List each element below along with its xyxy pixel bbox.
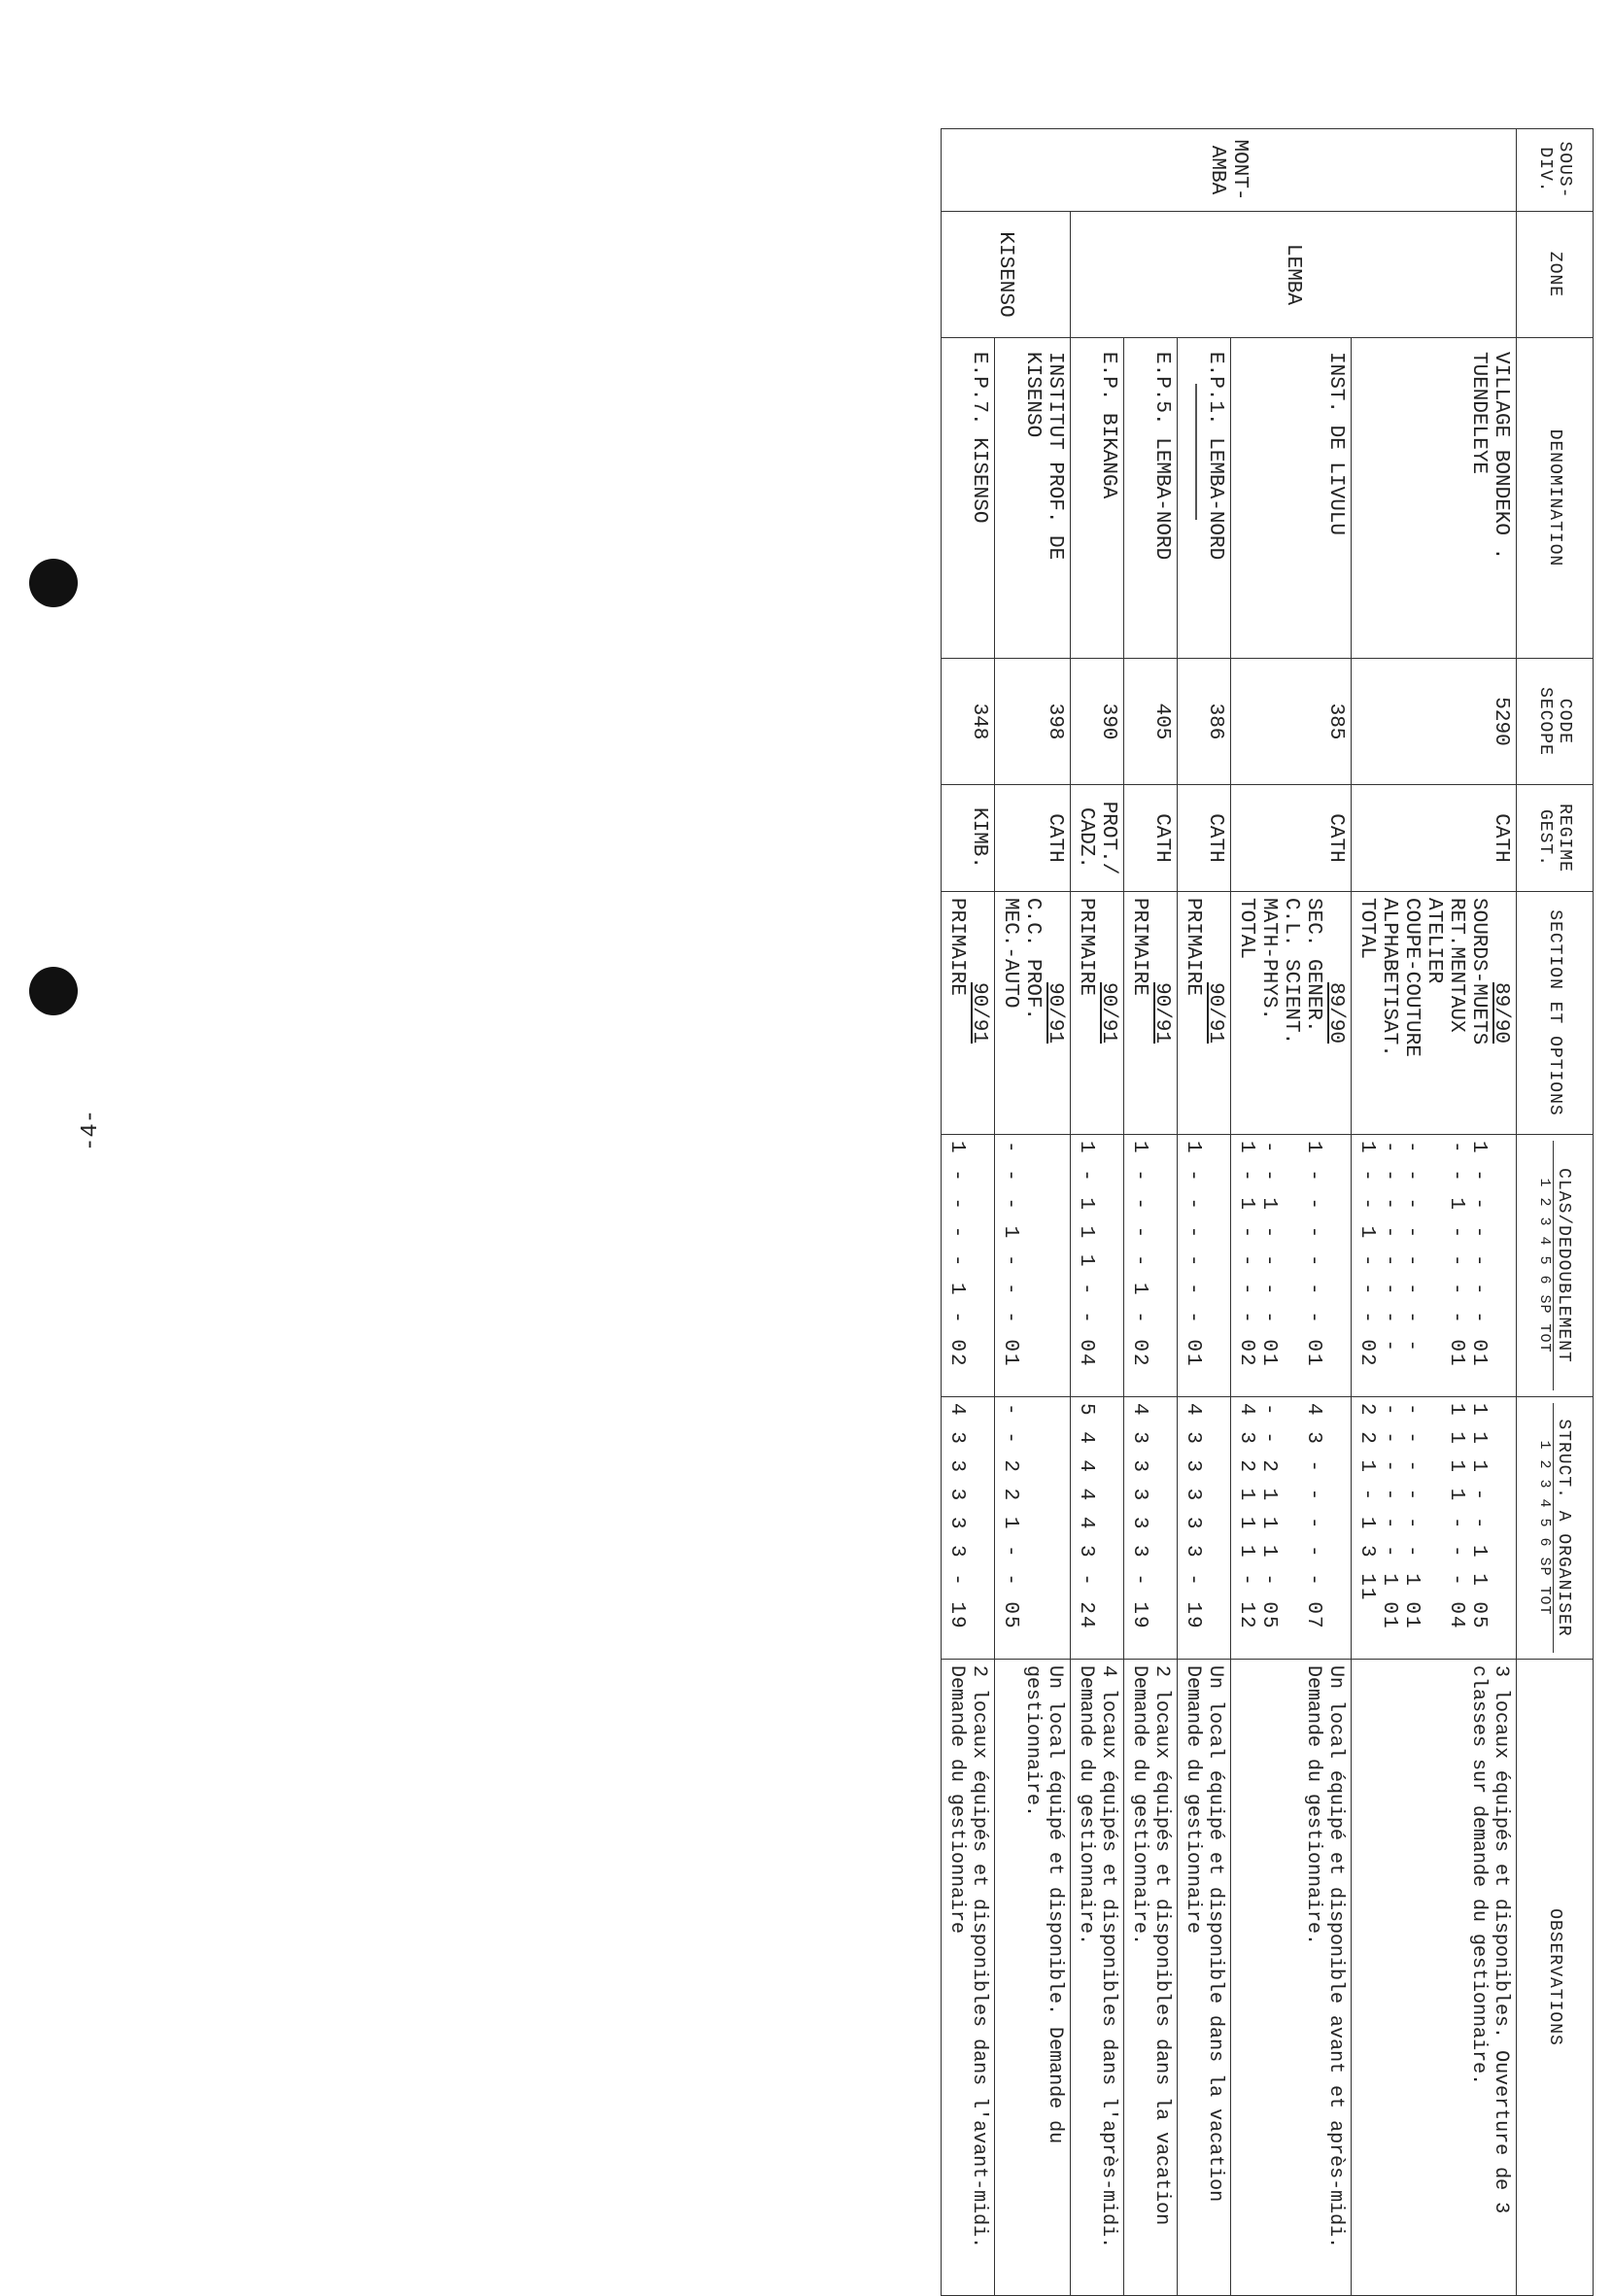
struct-values xyxy=(1423,1403,1445,1653)
option-item: ALPHABETISAT. xyxy=(1378,898,1400,1057)
school-year: 90/91 xyxy=(968,981,990,1044)
struct-cell xyxy=(1071,1397,1124,1660)
option-item: COUPE-COUTURE xyxy=(1400,898,1423,1057)
clas-cell xyxy=(1352,1135,1517,1397)
option-item: C.L. SCIENT. xyxy=(1280,898,1302,1045)
observations-cell: 2 locaux équipés et disponibles dans l'avant-midi. Demande du gestionnaire xyxy=(942,1660,995,2296)
table-row xyxy=(1352,129,1517,2296)
header-denomination: DENOMINATION xyxy=(1517,338,1594,659)
struct-values xyxy=(1280,1403,1302,1653)
year-spacer xyxy=(1204,1141,1226,1390)
school-year: 89/90 xyxy=(1490,981,1512,1044)
denomination-cell: VILLAGE BONDEKO . TUENDELEYE xyxy=(1352,338,1517,659)
option-item: ATELIER xyxy=(1423,898,1445,984)
observations-cell: Un local équipé et disponible. Demande du gestionnaire. xyxy=(995,1660,1071,2296)
zone-cell: KISENSO xyxy=(942,212,1071,338)
section-cell xyxy=(995,892,1071,1135)
section-cell xyxy=(942,892,995,1135)
denomination-cell: INSTITUT PROF. DE KISENSO xyxy=(995,338,1071,659)
regime-cell: CATH xyxy=(1231,785,1352,892)
year-spacer xyxy=(1324,1403,1347,1653)
option-item: MEC.-AUTO xyxy=(999,898,1021,1009)
observations-cell: Un local équipé et disponible dans la vacation Demande du gestionnaire xyxy=(1178,1660,1231,2296)
scan-mark xyxy=(1195,384,1197,520)
page-number: -4- xyxy=(78,1109,104,1151)
regime-cell: CATH xyxy=(995,785,1071,892)
clas-cell xyxy=(1231,1135,1352,1397)
code-cell: 390 xyxy=(1071,659,1124,785)
header-regime: REGIME GEST. xyxy=(1517,785,1594,892)
struct-values: 4 3 - - - - - 07 xyxy=(1302,1403,1324,1630)
clas-cell xyxy=(1124,1135,1178,1397)
table-row xyxy=(1178,129,1231,2296)
table-row xyxy=(1071,129,1124,2296)
struct-values: 4 3 3 3 3 3 - 19 xyxy=(1182,1403,1204,1630)
code-cell: 405 xyxy=(1124,659,1178,785)
header-sous-div: SOUS-DIV. xyxy=(1517,129,1594,212)
option-item: MATH-PHYS. xyxy=(1257,898,1280,1021)
header-struct xyxy=(1517,1397,1594,1660)
struct-values: 1 1 1 1 - - - 04 xyxy=(1445,1403,1467,1630)
struct-values: 4 3 3 3 3 3 - 19 xyxy=(945,1403,968,1630)
regime-cell: CATH xyxy=(1178,785,1231,892)
clas-cell xyxy=(1178,1135,1231,1397)
struct-values: - - 2 1 1 1 - 05 xyxy=(1257,1403,1280,1630)
struct-total: 2 2 1 - 1 3 11 xyxy=(1355,1403,1378,1602)
option-item: PRIMAIRE xyxy=(1182,898,1204,996)
option-item: SEC. GENER. xyxy=(1302,898,1324,1033)
section-cell xyxy=(1231,892,1352,1135)
clas-values: 1 - - - - 1 - 02 xyxy=(1128,1141,1150,1368)
sous-div-cell: MONT-AMBA xyxy=(942,129,1517,212)
option-item: RET.MENTAUX xyxy=(1445,898,1467,1033)
binder-hole-bottom xyxy=(29,967,78,1015)
clas-values: - - - - - - - - xyxy=(1378,1141,1400,1354)
clas-cell xyxy=(1071,1135,1124,1397)
regime-cell: PROT./ CADZ. xyxy=(1071,785,1124,892)
total-label: TOTAL xyxy=(1235,898,1257,960)
header-struct-sub: 1 2 3 4 5 6 SP TOT xyxy=(1536,1403,1554,1653)
clas-values: 1 - - - - - - 01 xyxy=(1182,1141,1204,1368)
year-spacer xyxy=(968,1403,990,1653)
year-spacer xyxy=(1324,1141,1347,1390)
binder-hole-top xyxy=(29,559,78,607)
school-year: 90/91 xyxy=(1097,981,1119,1044)
section-cell xyxy=(1178,892,1231,1135)
code-cell: 386 xyxy=(1178,659,1231,785)
struct-cell xyxy=(1124,1397,1178,1660)
year-spacer xyxy=(968,1141,990,1390)
clas-values xyxy=(1423,1141,1445,1390)
year-spacer xyxy=(1097,1403,1119,1653)
year-spacer xyxy=(1204,1403,1226,1653)
header-struct-title: STRUCT. A ORGANISER xyxy=(1554,1419,1573,1637)
clas-values: 1 - - - - 1 - 02 xyxy=(945,1141,968,1368)
struct-cell xyxy=(995,1397,1071,1660)
clas-values: 1 - 1 1 1 - - 04 xyxy=(1075,1141,1097,1368)
observations-cell: Un local équipé et disponible avant et après-midi. Demande du gestionnaire. xyxy=(1231,1660,1352,2296)
clas-values: - - - - - - - - xyxy=(1400,1141,1423,1354)
denomination-cell: E.P.1. LEMBA-NORD xyxy=(1178,338,1231,659)
struct-total: 4 3 2 1 1 1 - 12 xyxy=(1235,1403,1257,1630)
regime-cell: KIMB. xyxy=(942,785,995,892)
clas-values: - - - 1 - - - 01 xyxy=(999,1141,1021,1368)
struct-values: - - - - - - 1 01 xyxy=(1378,1403,1400,1630)
year-spacer xyxy=(1044,1141,1066,1390)
section-cell xyxy=(1071,892,1124,1135)
year-spacer xyxy=(1150,1141,1173,1390)
observations-cell: 3 locaux équipés et disponibles. Ouverture de 3 classes sur demande du gestionnaire. xyxy=(1352,1660,1517,2296)
observations-cell: 2 locaux équipés et disponibles dans la vacation Demande du gestionnaire. xyxy=(1124,1660,1178,2296)
struct-cell xyxy=(1178,1397,1231,1660)
code-cell: 385 xyxy=(1231,659,1352,785)
struct-values: 1 1 1 - - 1 1 05 xyxy=(1467,1403,1490,1630)
denomination-cell: INST. DE LIVULU xyxy=(1231,338,1352,659)
school-year: 90/91 xyxy=(1204,981,1226,1044)
code-cell: 398 xyxy=(995,659,1071,785)
clas-values xyxy=(1021,1141,1044,1390)
header-section: SECTION ET OPTIONS xyxy=(1517,892,1594,1135)
regime-cell: CATH xyxy=(1352,785,1517,892)
denomination-cell: E.P.5. LEMBA-NORD xyxy=(1124,338,1178,659)
header-clas-title: CLAS/DEDOUBLEMENT xyxy=(1554,1168,1573,1363)
clas-total: 1 - - 1 - - - 02 xyxy=(1355,1141,1378,1368)
schools-table xyxy=(941,128,1594,2296)
observations-cell: 4 locaux équipés et disponibles dans l'après-midi. Demande du gestionnaire. xyxy=(1071,1660,1124,2296)
struct-values: 4 3 3 3 3 3 - 19 xyxy=(1128,1403,1150,1630)
option-item: PRIMAIRE xyxy=(945,898,968,996)
clas-cell xyxy=(995,1135,1071,1397)
clas-values: - - 1 - - - - 01 xyxy=(1257,1141,1280,1368)
year-spacer xyxy=(1490,1403,1512,1653)
denomination-cell: E.P.7. KISENSO xyxy=(942,338,995,659)
struct-cell xyxy=(1352,1397,1517,1660)
zone-cell: LEMBA xyxy=(1071,212,1517,338)
clas-values: 1 - - - - - - 01 xyxy=(1302,1141,1324,1368)
option-item: C.C. PROF. xyxy=(1021,898,1044,1021)
header-clas xyxy=(1517,1135,1594,1397)
code-cell: 5290 xyxy=(1352,659,1517,785)
code-cell: 348 xyxy=(942,659,995,785)
struct-values xyxy=(1021,1403,1044,1653)
regime-cell: CATH xyxy=(1124,785,1178,892)
option-item: PRIMAIRE xyxy=(1128,898,1150,996)
total-label: TOTAL xyxy=(1355,898,1378,960)
option-item: SOURDS-MUETS xyxy=(1467,898,1490,1045)
year-spacer xyxy=(1150,1403,1173,1653)
year-spacer xyxy=(1097,1141,1119,1390)
clas-total: 1 - 1 - - - - 02 xyxy=(1235,1141,1257,1368)
struct-values: - - - - - - 1 01 xyxy=(1400,1403,1423,1630)
struct-values: 5 4 4 4 4 3 - 24 xyxy=(1075,1403,1097,1630)
section-cell xyxy=(1124,892,1178,1135)
table-row xyxy=(1124,129,1178,2296)
header-zone: ZONE xyxy=(1517,212,1594,338)
clas-values: - - 1 - - - - 01 xyxy=(1445,1141,1467,1368)
header-observations: OBSERVATIONS xyxy=(1517,1660,1594,2296)
struct-values: - - 2 2 1 - - 05 xyxy=(999,1403,1021,1630)
denomination-cell: E.P. BIKANGA xyxy=(1071,338,1124,659)
rotated-document xyxy=(185,128,1594,2295)
year-spacer xyxy=(1044,1403,1066,1653)
table-row xyxy=(1231,129,1352,2296)
section-cell xyxy=(1352,892,1517,1135)
header-clas-sub: 1 2 3 4 5 6 SP TOT xyxy=(1536,1141,1554,1390)
clas-values xyxy=(1280,1141,1302,1390)
clas-values: 1 - - - - - - 01 xyxy=(1467,1141,1490,1368)
option-item: PRIMAIRE xyxy=(1075,898,1097,996)
school-year: 90/91 xyxy=(1150,981,1173,1044)
school-year: 90/91 xyxy=(1044,981,1066,1044)
table-row xyxy=(995,129,1071,2296)
struct-cell xyxy=(1231,1397,1352,1660)
table-row xyxy=(942,129,995,2296)
struct-cell xyxy=(942,1397,995,1660)
header-code: CODE SECOPE xyxy=(1517,659,1594,785)
year-spacer xyxy=(1490,1141,1512,1390)
school-year: 89/90 xyxy=(1324,981,1347,1044)
clas-cell xyxy=(942,1135,995,1397)
table-body xyxy=(942,129,1517,2296)
